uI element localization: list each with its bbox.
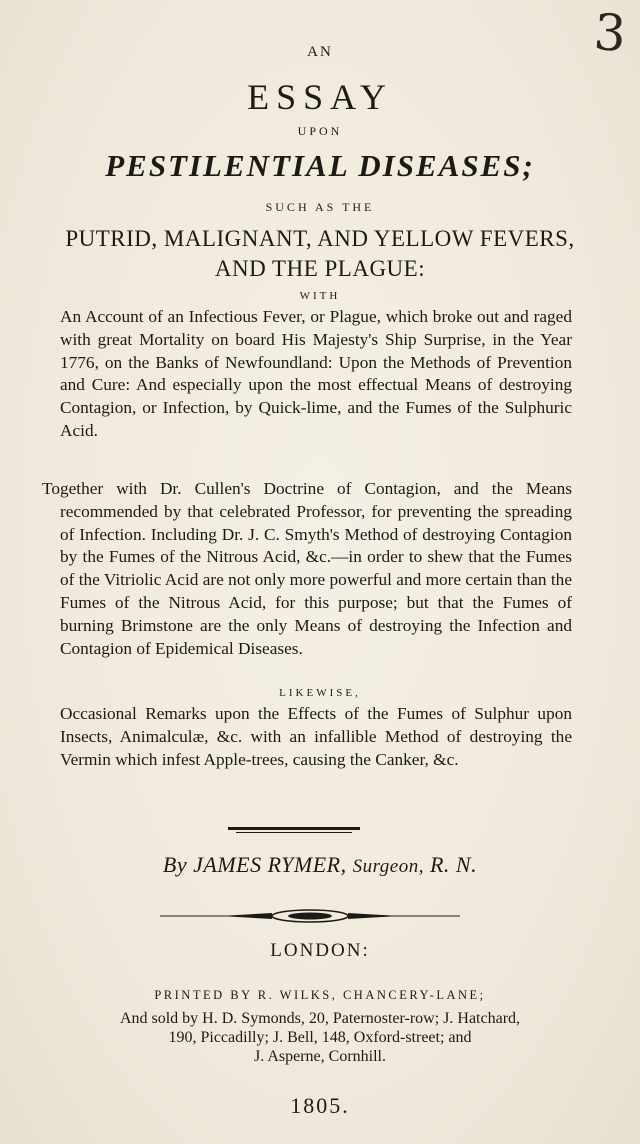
shelfmark-annotation: 3 (592, 2, 628, 64)
imprint-sellers-line-1: And sold by H. D. Symonds, 20, Paternoster-row; J. Hatchard, (119, 1010, 521, 1027)
paragraph-remarks: Occasional Remarks upon the Effects of the Fumes of Sulphur upon Insects, Animalculæ, &c. with an infallible Method of destroying the Vermin which infest Apple-trees, causing the Canker, &c. (60, 704, 572, 769)
author-line (0, 852, 640, 878)
imprint-year: 1805. (290, 1093, 350, 1118)
author-role: Surgeon, (352, 856, 424, 877)
imprint-sellers-line-2: 190, Piccadilly; J. Bell, 148, Oxford-street; and (168, 1029, 472, 1046)
author-name: JAMES RYMER, (193, 852, 347, 877)
fevers-line-1: PUTRID, MALIGNANT, AND YELLOW FEVERS, (65, 226, 575, 251)
essay-heading: ESSAY (247, 77, 393, 117)
with-line: WITH (299, 290, 341, 302)
upon-line: UPON (297, 124, 343, 138)
pretitle: AN (307, 44, 333, 60)
page-title: PESTILENTIAL DISEASES; (105, 148, 535, 183)
thin-divider (236, 832, 352, 833)
thick-divider (228, 827, 360, 830)
paragraph-cullen: Together with Dr. Cullen's Doctrine of Contagion, and the Means recommended by that celebrated Professor, for preventing the spreading of Infection. Including Dr. J. C. Smyth's Method of destroying Contagion by the Fumes of the Nitrous Acid, &c.—in order to shew that the Fumes of the Vitriolic Acid are not only more powerful and more certain than the Fumes of the Nitrous Acid, for this purpose; but that the Fumes of burning Brimstone are the only Means of destroying the Infection and Contagion of Epidemical Diseases. (42, 479, 572, 658)
author-by: By (162, 852, 188, 877)
ornament-divider (160, 908, 460, 924)
imprint-sellers-line-3: J. Asperne, Cornhill. (254, 1048, 386, 1065)
such-as-line: SUCH AS THE (265, 200, 375, 214)
imprint-city: LONDON: (270, 940, 370, 961)
author-rank: R. N. (429, 852, 478, 877)
imprint-printer: PRINTED BY R. WILKS, CHANCERY-LANE; (154, 988, 486, 1002)
likewise-line: LIKEWISE, (279, 687, 361, 699)
fevers-line-2: AND THE PLAGUE: (214, 256, 426, 281)
paragraph-account: An Account of an Infectious Fever, or Plague, which broke out and raged with great Mortality on board His Majesty's Ship Surprise, in the Year 1776, on the Banks of Newfoundland: Upon the Methods of Prevention and Cure: And especially upon the most effectual Means of destroying Contagion, or Infection, by Quick-lime, and the Fumes of the Sulphuric Acid. (60, 307, 572, 440)
